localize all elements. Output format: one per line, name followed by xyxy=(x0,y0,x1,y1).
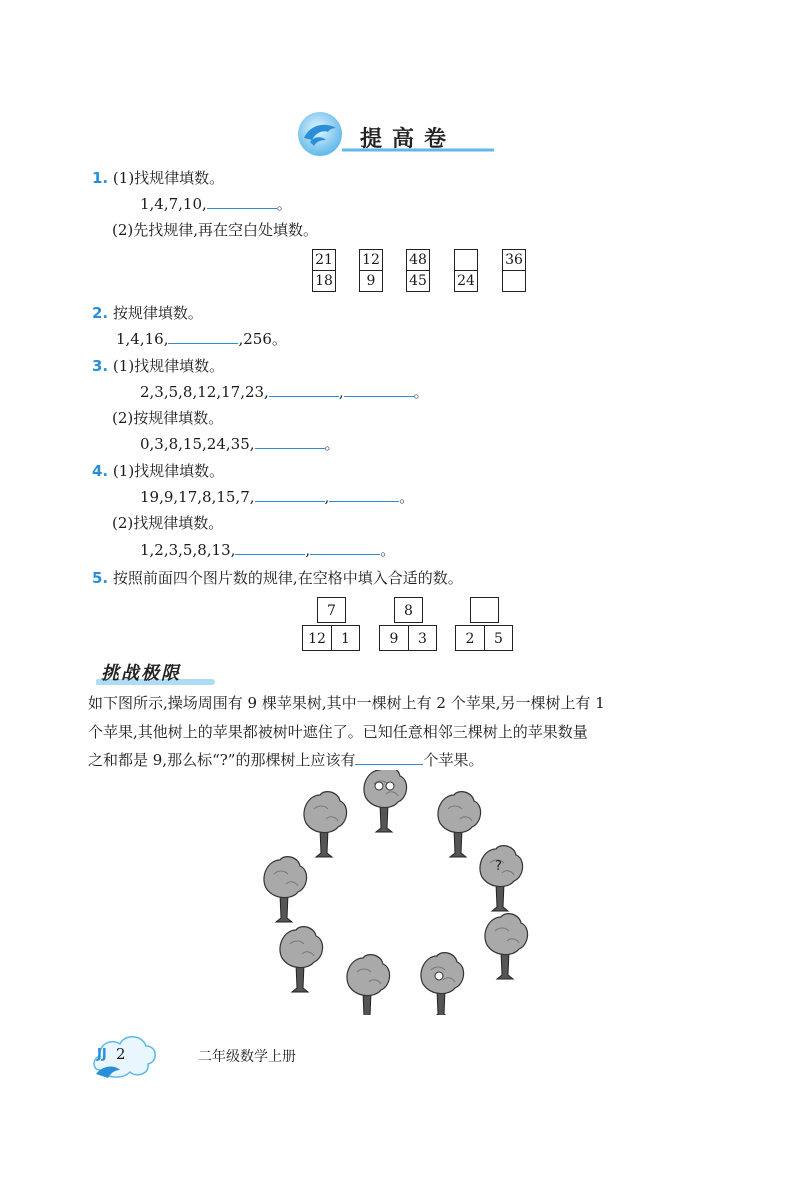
table-cell: 18 xyxy=(313,271,336,292)
pyramid-right: 1 xyxy=(331,625,360,651)
q3-seq2-text: 0,3,8,15,24,35, xyxy=(140,435,255,453)
q2-seq-tail: ,256。 xyxy=(238,330,287,348)
table-cell: 9 xyxy=(360,271,383,292)
q4-seq-text: 19,9,17,8,15,7, xyxy=(140,488,255,506)
challenge-title: 挑战极限 xyxy=(101,663,181,684)
answer-blank[interactable] xyxy=(310,540,380,555)
tree-with-two-apples-icon xyxy=(364,770,407,832)
separator: , xyxy=(324,488,330,506)
tree-with-one-apple-icon xyxy=(421,953,464,1015)
answer-blank[interactable] xyxy=(255,434,325,449)
footer-badge-text: JJ xyxy=(97,1047,107,1062)
seq-end: 。 xyxy=(324,435,340,453)
q5-text: 按照前面四个图片数的规律,在空格中填入合适的数。 xyxy=(112,569,463,587)
q2-seq-text: 1,4,16, xyxy=(116,330,169,348)
q4-part1 xyxy=(92,461,224,481)
tree-icon xyxy=(280,927,323,992)
q3-part2-sequence xyxy=(140,434,340,454)
q1-seq-end: 。 xyxy=(276,195,292,213)
table-cell-blank[interactable] xyxy=(455,250,478,271)
book-title: 二年级数学上册 xyxy=(198,1049,296,1065)
q1-table-col-1 xyxy=(312,249,336,292)
q2-number: 2. xyxy=(92,304,109,322)
answer-blank[interactable] xyxy=(255,487,325,502)
q3-number: 3. xyxy=(92,357,109,375)
answer-blank[interactable] xyxy=(269,382,339,397)
q3-seq-text: 2,3,5,8,12,17,23, xyxy=(140,383,269,401)
q1-table-col-2 xyxy=(359,249,383,292)
q3-part1-label: (1)找规律填数。 xyxy=(112,357,225,375)
q1-part1-sequence xyxy=(140,194,292,214)
q4-number: 4. xyxy=(92,462,109,480)
apple-trees-illustration xyxy=(262,770,532,1015)
q1-part1 xyxy=(92,168,224,188)
pyramid-right: 5 xyxy=(484,625,513,651)
page-number: 2 xyxy=(116,1045,126,1063)
pyramid-left: 12 xyxy=(302,625,332,651)
challenge-line-3-tail: 个苹果。 xyxy=(423,751,484,769)
pyramid-top-blank[interactable] xyxy=(470,597,499,623)
tree-icon xyxy=(438,792,481,857)
table-cell: 21 xyxy=(313,250,336,271)
question-mark: ? xyxy=(495,859,502,874)
challenge-line-1: 如下图所示,操场周围有 9 棵苹果树,其中一棵树上有 2 个苹果,另一棵树上有 1 xyxy=(88,694,605,712)
q1-seq-text: 1,4,7,10, xyxy=(140,195,207,213)
q5-label xyxy=(92,568,463,588)
pyramid-left: 9 xyxy=(379,625,409,651)
seq-end: 。 xyxy=(380,541,396,559)
table-cell: 24 xyxy=(455,271,478,292)
q4-part1-label: (1)找规律填数。 xyxy=(112,462,225,480)
q1-part2-label: (2)先找规律,再在空白处填数。 xyxy=(112,221,319,239)
seq-end: 。 xyxy=(399,488,415,506)
pyramid-top: 8 xyxy=(394,597,423,623)
q5-number: 5. xyxy=(92,569,109,587)
separator: , xyxy=(338,383,344,401)
table-cell: 12 xyxy=(360,250,383,271)
answer-blank[interactable] xyxy=(207,194,277,209)
table-cell: 48 xyxy=(407,250,430,271)
q1-part1-label: (1)找规律填数。 xyxy=(112,169,225,187)
q4-part2-sequence xyxy=(140,540,395,560)
q3-part1-sequence xyxy=(140,382,429,402)
answer-blank[interactable] xyxy=(235,540,305,555)
tree-icon xyxy=(304,792,347,857)
table-cell-blank[interactable] xyxy=(503,271,526,292)
tree-question-icon xyxy=(480,846,523,911)
q1-table-col-5 xyxy=(502,249,526,292)
q1-table-col-4 xyxy=(454,249,478,292)
q1-number: 1. xyxy=(92,169,109,187)
answer-blank[interactable] xyxy=(168,329,238,344)
pyramid-right: 3 xyxy=(408,625,437,651)
pyramid-top: 7 xyxy=(317,597,346,623)
q3-part2-label: (2)按规律填数。 xyxy=(112,409,224,427)
table-cell: 36 xyxy=(503,250,526,271)
seq-end: 。 xyxy=(413,383,429,401)
q4-part2-label: (2)找规律填数。 xyxy=(112,514,224,532)
q4-part1-sequence xyxy=(140,487,414,507)
challenge-line-3-text: 之和都是 9,那么标“?”的那棵树上应该有 xyxy=(88,751,356,769)
challenge-line-3 xyxy=(88,750,483,770)
q2-sequence xyxy=(116,329,287,349)
tree-icon xyxy=(485,914,528,979)
q2-label xyxy=(92,303,203,323)
tree-icon xyxy=(347,955,390,1015)
q3-part1 xyxy=(92,356,224,376)
q2-text: 按规律填数。 xyxy=(112,304,203,322)
table-cell: 45 xyxy=(407,271,430,292)
pyramid-left: 2 xyxy=(455,625,485,651)
q4-seq2-text: 1,2,3,5,8,13, xyxy=(140,541,236,559)
tree-icon xyxy=(264,857,307,922)
separator: , xyxy=(305,541,311,559)
q1-table-col-3 xyxy=(406,249,430,292)
answer-blank[interactable] xyxy=(355,750,423,765)
answer-blank[interactable] xyxy=(329,487,399,502)
page-title: 提高卷 xyxy=(360,127,457,152)
answer-blank[interactable] xyxy=(344,382,414,397)
challenge-line-2: 个苹果,其他树上的苹果都被树叶遮住了。已知任意相邻三棵树上的苹果数量 xyxy=(88,723,588,741)
